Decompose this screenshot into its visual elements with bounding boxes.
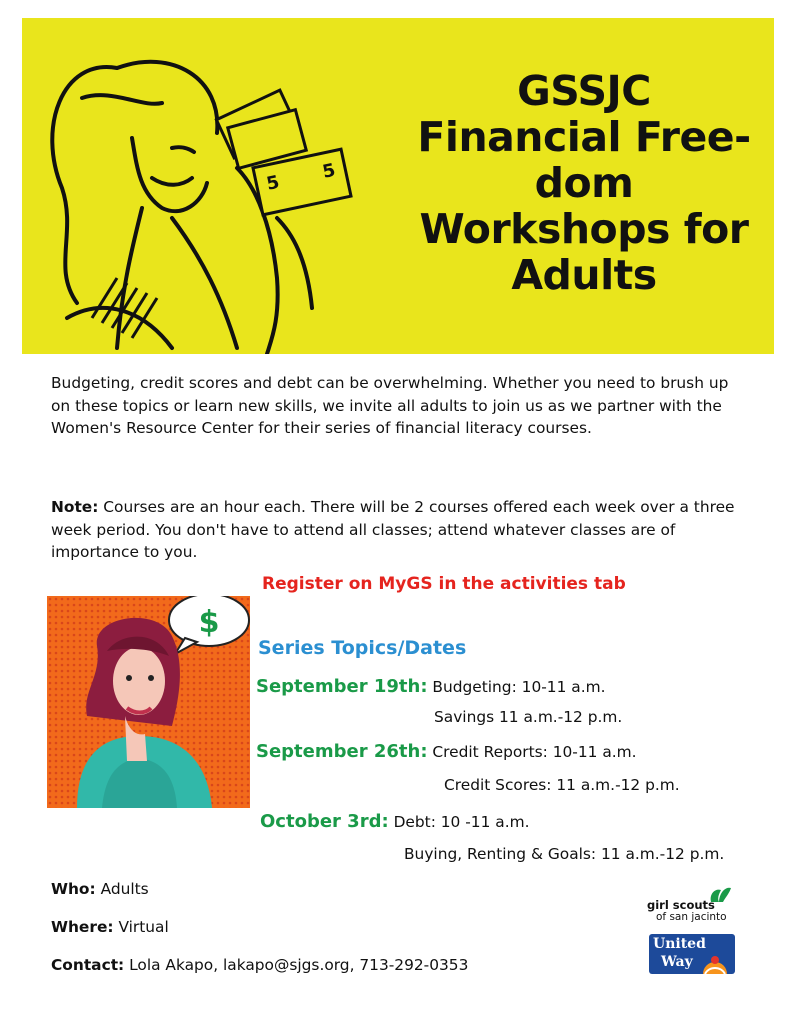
girl-scouts-name: girl scouts — [647, 898, 715, 912]
schedule-session: Savings 11 a.m.-12 p.m. — [434, 708, 623, 726]
schedule-session: Credit Reports: 10-11 a.m. — [427, 743, 637, 761]
schedule-session: Budgeting: 10-11 a.m. — [427, 678, 606, 696]
register-callout: Register on MyGS in the activities tab — [262, 574, 626, 594]
note-label: Note: — [51, 498, 99, 516]
schedule-session: Buying, Renting & Goals: 11 a.m.-12 p.m. — [404, 845, 725, 863]
pop-art-woman-illustration — [47, 596, 250, 808]
where-line — [51, 918, 169, 936]
schedule-date: September 26th: — [256, 741, 428, 762]
schedule-session: Credit Scores: 11 a.m.-12 p.m. — [444, 776, 680, 794]
schedule-row — [404, 845, 724, 863]
title-line: GSSJC — [517, 67, 651, 115]
schedule-row — [444, 776, 680, 794]
schedule-row — [434, 708, 622, 726]
schedule-row — [260, 811, 529, 832]
page-title — [374, 68, 791, 298]
title-line: dom — [534, 159, 634, 207]
note-paragraph — [51, 496, 751, 564]
contact-line — [51, 956, 468, 974]
who-label: Who: — [51, 880, 96, 898]
where-label: Where: — [51, 918, 114, 936]
where-value: Virtual — [113, 918, 169, 936]
svg-text:5: 5 — [320, 159, 338, 183]
girl-scouts-council: of san jacinto — [656, 911, 727, 923]
schedule-row — [256, 676, 605, 697]
note-text: Courses are an hour each. There will be 2 courses offered each week over a three week period. You don't have to attend all classes; attend whatever classes are of importance to you. — [51, 498, 735, 561]
intro-paragraph: Budgeting, credit scores and debt can be overwhelming. Whether you need to brush up on these topics or learn new skills, we invite all adults to join us as we partner with the Women's Resource Center for their series of financial literacy courses. — [51, 374, 729, 437]
title-line: Workshops for — [419, 205, 749, 253]
united-way-word-2: Way — [661, 954, 693, 970]
header-banner — [22, 18, 774, 354]
schedule-session: Debt: 10 -11 a.m. — [388, 813, 530, 831]
schedule-date: September 19th: — [256, 676, 428, 697]
contact-label: Contact: — [51, 956, 125, 974]
contact-value: Lola Akapo, lakapo@sjgs.org, 713-292-0353 — [124, 956, 469, 974]
schedule-date: October 3rd: — [260, 811, 389, 832]
speech-bubble-symbol: $ — [198, 605, 220, 640]
title-line: Adults — [511, 251, 657, 299]
united-way-word-1: United — [653, 936, 706, 952]
united-way-hand-icon — [701, 952, 729, 974]
retro-woman-money-illustration — [22, 18, 362, 354]
svg-text:5: 5 — [264, 171, 282, 195]
schedule-row — [256, 741, 637, 762]
title-line: Financial Free- — [417, 113, 751, 161]
who-line — [51, 880, 149, 898]
united-way-logo — [649, 934, 735, 974]
girl-scouts-logo — [643, 884, 743, 924]
who-value: Adults — [95, 880, 149, 898]
series-topics-title: Series Topics/Dates — [258, 637, 467, 659]
